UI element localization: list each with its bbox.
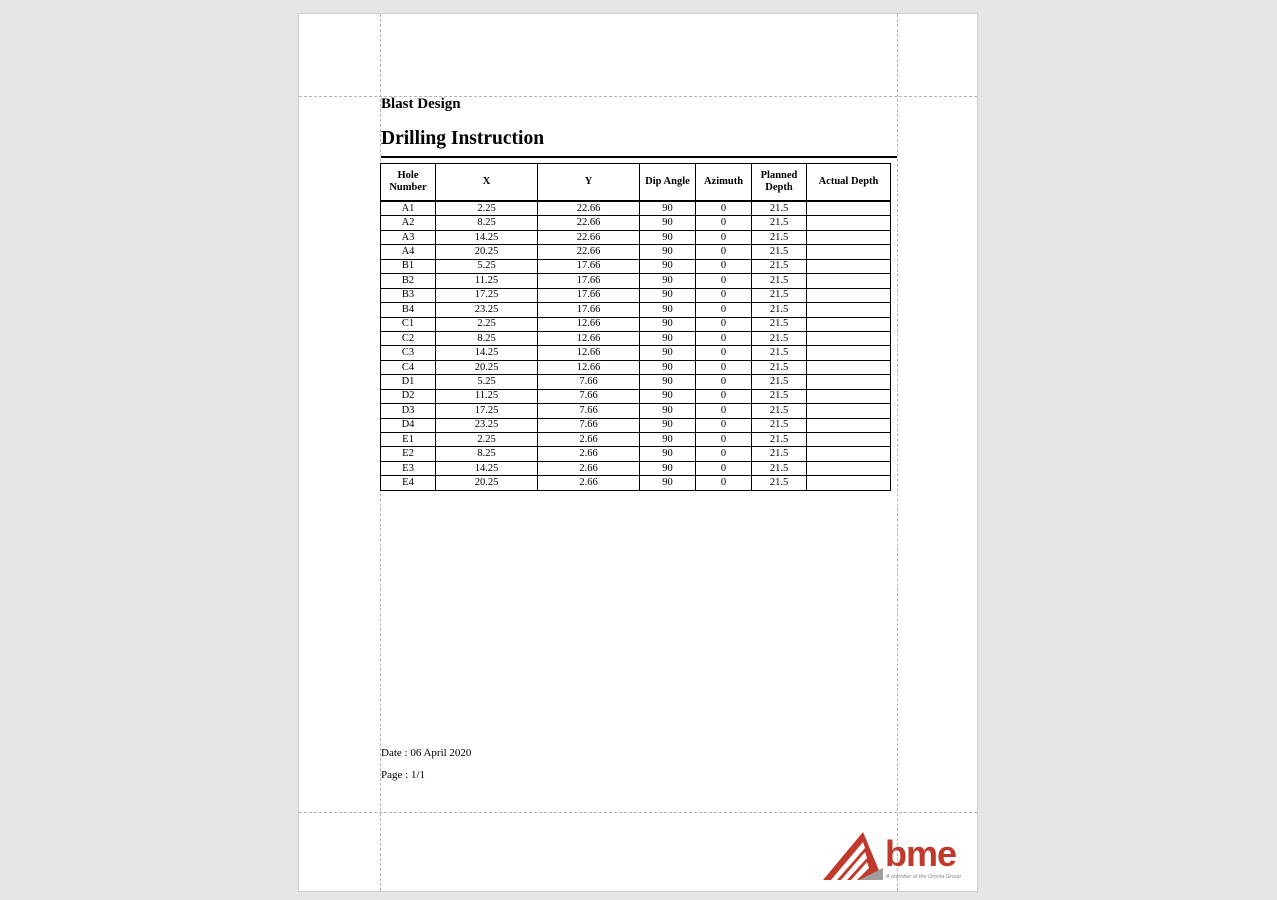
cell-x: 11.25: [436, 274, 538, 288]
cell-x: 2.25: [436, 317, 538, 331]
cell-hole: B3: [381, 288, 436, 302]
cell-y: 17.66: [538, 274, 640, 288]
cell-dip: 90: [640, 461, 696, 475]
cell-planned: 21.5: [752, 447, 807, 461]
cell-dip: 90: [640, 331, 696, 345]
cell-azimuth: 0: [696, 288, 752, 302]
cell-planned: 21.5: [752, 375, 807, 389]
table-row: [381, 433, 891, 447]
cell-hole: E4: [381, 476, 436, 490]
cell-planned: 21.5: [752, 216, 807, 230]
cell-y: 12.66: [538, 346, 640, 360]
table-row: [381, 317, 891, 331]
table-row: [381, 303, 891, 317]
cell-dip: 90: [640, 418, 696, 432]
cell-y: 22.66: [538, 201, 640, 216]
cell-hole: C3: [381, 346, 436, 360]
cell-hole: B4: [381, 303, 436, 317]
cell-hole: D4: [381, 418, 436, 432]
cell-planned: 21.5: [752, 418, 807, 432]
cell-actual: [807, 389, 891, 403]
cell-planned: 21.5: [752, 259, 807, 273]
cell-x: 23.25: [436, 418, 538, 432]
cell-azimuth: 0: [696, 346, 752, 360]
cell-planned: 21.5: [752, 288, 807, 302]
cell-y: 12.66: [538, 331, 640, 345]
cell-dip: 90: [640, 259, 696, 273]
cell-azimuth: 0: [696, 317, 752, 331]
table-row: [381, 346, 891, 360]
cell-actual: [807, 360, 891, 374]
cell-y: 7.66: [538, 418, 640, 432]
cell-planned: 21.5: [752, 201, 807, 216]
table-row: [381, 201, 891, 216]
cell-planned: 21.5: [752, 245, 807, 259]
cell-hole: D3: [381, 404, 436, 418]
table-row: [381, 274, 891, 288]
cell-actual: [807, 404, 891, 418]
cell-azimuth: 0: [696, 404, 752, 418]
cell-azimuth: 0: [696, 360, 752, 374]
cell-planned: 21.5: [752, 461, 807, 475]
cell-hole: E3: [381, 461, 436, 475]
cell-planned: 21.5: [752, 433, 807, 447]
header-planned-depth: Planned Depth: [752, 164, 807, 202]
cell-planned: 21.5: [752, 274, 807, 288]
bme-logo-tagline: A member of the Omnia Group: [886, 874, 961, 880]
cell-planned: 21.5: [752, 331, 807, 345]
cell-dip: 90: [640, 433, 696, 447]
report-date: Date : 06 April 2020: [381, 747, 472, 759]
cell-hole: E1: [381, 433, 436, 447]
cell-azimuth: 0: [696, 201, 752, 216]
table-row: [381, 461, 891, 475]
margin-guide-right: [897, 14, 898, 891]
cell-planned: 21.5: [752, 476, 807, 490]
cell-planned: 21.5: [752, 303, 807, 317]
cell-planned: 21.5: [752, 230, 807, 244]
cell-planned: 21.5: [752, 389, 807, 403]
cell-actual: [807, 317, 891, 331]
title-divider: [381, 156, 897, 158]
drilling-table: [380, 163, 891, 491]
cell-y: 2.66: [538, 476, 640, 490]
cell-azimuth: 0: [696, 331, 752, 345]
cell-y: 17.66: [538, 303, 640, 317]
cell-actual: [807, 245, 891, 259]
cell-azimuth: 0: [696, 375, 752, 389]
cell-hole: D1: [381, 375, 436, 389]
cell-x: 20.25: [436, 476, 538, 490]
cell-y: 2.66: [538, 447, 640, 461]
cell-y: 22.66: [538, 230, 640, 244]
cell-x: 2.25: [436, 201, 538, 216]
cell-dip: 90: [640, 476, 696, 490]
cell-actual: [807, 433, 891, 447]
cell-y: 22.66: [538, 245, 640, 259]
table-row: [381, 476, 891, 490]
cell-y: 12.66: [538, 360, 640, 374]
cell-y: 7.66: [538, 389, 640, 403]
cell-dip: 90: [640, 375, 696, 389]
cell-actual: [807, 476, 891, 490]
cell-actual: [807, 461, 891, 475]
cell-hole: B2: [381, 274, 436, 288]
table-row: [381, 418, 891, 432]
cell-azimuth: 0: [696, 433, 752, 447]
cell-y: 17.66: [538, 259, 640, 273]
cell-dip: 90: [640, 230, 696, 244]
cell-dip: 90: [640, 360, 696, 374]
cell-hole: C4: [381, 360, 436, 374]
table-row: [381, 245, 891, 259]
cell-x: 20.25: [436, 245, 538, 259]
cell-actual: [807, 259, 891, 273]
table-row: [381, 404, 891, 418]
cell-actual: [807, 201, 891, 216]
cell-actual: [807, 303, 891, 317]
cell-y: 7.66: [538, 404, 640, 418]
bme-logo-text: bme: [885, 833, 957, 874]
cell-azimuth: 0: [696, 230, 752, 244]
cell-actual: [807, 230, 891, 244]
cell-hole: A1: [381, 201, 436, 216]
page-number: Page : 1/1: [381, 769, 425, 781]
cell-y: 22.66: [538, 216, 640, 230]
cell-x: 14.25: [436, 461, 538, 475]
cell-azimuth: 0: [696, 389, 752, 403]
cell-x: 14.25: [436, 230, 538, 244]
cell-azimuth: 0: [696, 274, 752, 288]
header-dip-angle: Dip Angle: [640, 164, 696, 202]
cell-azimuth: 0: [696, 216, 752, 230]
cell-y: 17.66: [538, 288, 640, 302]
report-page: [298, 13, 978, 892]
cell-dip: 90: [640, 346, 696, 360]
cell-planned: 21.5: [752, 360, 807, 374]
cell-dip: 90: [640, 389, 696, 403]
cell-x: 5.25: [436, 375, 538, 389]
cell-x: 17.25: [436, 288, 538, 302]
table-row: [381, 331, 891, 345]
table-row: [381, 230, 891, 244]
cell-y: 2.66: [538, 433, 640, 447]
cell-actual: [807, 346, 891, 360]
cell-y: 7.66: [538, 375, 640, 389]
table-row: [381, 259, 891, 273]
cell-azimuth: 0: [696, 245, 752, 259]
cell-x: 5.25: [436, 259, 538, 273]
cell-hole: C1: [381, 317, 436, 331]
cell-dip: 90: [640, 404, 696, 418]
cell-dip: 90: [640, 274, 696, 288]
cell-actual: [807, 375, 891, 389]
cell-actual: [807, 447, 891, 461]
report-subtitle: Blast Design: [381, 96, 461, 112]
header-actual-depth: Actual Depth: [807, 164, 891, 202]
cell-x: 23.25: [436, 303, 538, 317]
cell-x: 20.25: [436, 360, 538, 374]
cell-actual: [807, 274, 891, 288]
cell-x: 8.25: [436, 216, 538, 230]
cell-azimuth: 0: [696, 303, 752, 317]
header-x: X: [436, 164, 538, 202]
cell-dip: 90: [640, 245, 696, 259]
cell-actual: [807, 418, 891, 432]
cell-x: 14.25: [436, 346, 538, 360]
table-row: [381, 360, 891, 374]
cell-x: 2.25: [436, 433, 538, 447]
table-header-row: [381, 164, 891, 202]
cell-planned: 21.5: [752, 346, 807, 360]
cell-azimuth: 0: [696, 476, 752, 490]
cell-hole: B1: [381, 259, 436, 273]
cell-planned: 21.5: [752, 317, 807, 331]
header-hole-number: Hole Number: [381, 164, 436, 202]
header-azimuth: Azimuth: [696, 164, 752, 202]
cell-x: 11.25: [436, 389, 538, 403]
cell-dip: 90: [640, 447, 696, 461]
table-row: [381, 389, 891, 403]
cell-y: 12.66: [538, 317, 640, 331]
cell-actual: [807, 331, 891, 345]
cell-planned: 21.5: [752, 404, 807, 418]
cell-azimuth: 0: [696, 461, 752, 475]
cell-azimuth: 0: [696, 447, 752, 461]
cell-hole: A4: [381, 245, 436, 259]
cell-hole: A3: [381, 230, 436, 244]
header-y: Y: [538, 164, 640, 202]
margin-guide-bottom: [299, 812, 977, 813]
cell-dip: 90: [640, 303, 696, 317]
cell-x: 8.25: [436, 447, 538, 461]
cell-hole: A2: [381, 216, 436, 230]
cell-hole: D2: [381, 389, 436, 403]
table-row: [381, 375, 891, 389]
cell-x: 17.25: [436, 404, 538, 418]
cell-dip: 90: [640, 216, 696, 230]
cell-dip: 90: [640, 201, 696, 216]
cell-x: 8.25: [436, 331, 538, 345]
table-row: [381, 447, 891, 461]
cell-hole: C2: [381, 331, 436, 345]
cell-dip: 90: [640, 288, 696, 302]
cell-dip: 90: [640, 317, 696, 331]
table-body: [381, 201, 891, 490]
cell-hole: E2: [381, 447, 436, 461]
cell-actual: [807, 288, 891, 302]
report-title: Drilling Instruction: [381, 128, 545, 149]
table-row: [381, 216, 891, 230]
cell-azimuth: 0: [696, 418, 752, 432]
cell-y: 2.66: [538, 461, 640, 475]
cell-azimuth: 0: [696, 259, 752, 273]
cell-actual: [807, 216, 891, 230]
table-row: [381, 288, 891, 302]
